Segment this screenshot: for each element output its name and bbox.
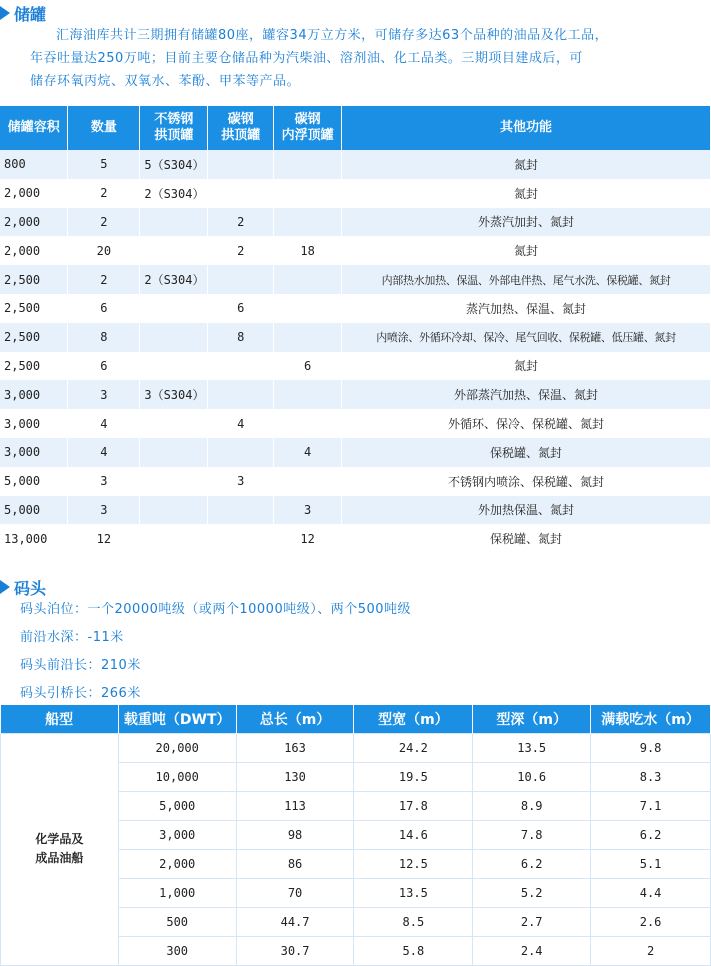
cell-width: 24.2	[354, 733, 473, 762]
ship-type-line2: 成品油船	[35, 851, 84, 866]
table-row	[0, 467, 711, 496]
table-row	[0, 265, 711, 294]
cell-func: 内部热水加热、保温、外部电伴热、尾气水洗、保税罐、氮封	[342, 265, 711, 294]
storage-intro	[30, 24, 700, 93]
cell-func: 保税罐、氮封	[342, 524, 711, 553]
table-row	[0, 294, 711, 323]
header-ss-arch-line2: 拱顶罐	[154, 128, 194, 143]
cell-func: 外部蒸汽加热、保温、氮封	[342, 380, 711, 409]
ship-table-header	[1, 705, 711, 733]
cell-depth: 2.7	[473, 908, 591, 937]
cell-ss	[140, 409, 208, 438]
dock-bridge-length: 码头引桥长：266米	[20, 686, 141, 701]
cell-cs: 6	[208, 294, 274, 323]
cell-ss	[140, 323, 208, 352]
cell-cs	[208, 352, 274, 381]
cell-length: 44.7	[236, 908, 354, 937]
dock-berth: 码头泊位：一个20000吨级（或两个10000吨级）、两个500吨级	[20, 602, 412, 617]
cell-func: 内喷涂、外循环冷却、保冷、尾气回收、保税罐、低压罐、氮封	[342, 323, 711, 352]
cell-cs	[208, 265, 274, 294]
dock-section-heading	[0, 576, 46, 598]
cell-depth: 8.9	[473, 791, 591, 820]
cell-count: 6	[68, 294, 140, 323]
cell-count: 2	[68, 179, 140, 208]
cell-ss: 2（S304）	[140, 265, 208, 294]
cell-float: 18	[274, 236, 342, 265]
cell-draft: 2.6	[591, 908, 711, 937]
cell-float	[274, 294, 342, 323]
cell-ss	[140, 352, 208, 381]
header-ss-arch-line1: 不锈钢	[154, 112, 194, 127]
cell-float: 4	[274, 438, 342, 467]
cell-depth: 5.2	[473, 878, 591, 907]
cell-ss: 5（S304）	[140, 150, 208, 179]
cell-ss	[140, 208, 208, 237]
storage-title: 储罐	[14, 4, 47, 24]
header-depth: 型深（m）	[473, 705, 591, 733]
table-row	[0, 208, 711, 237]
cell-func: 外蒸汽加封、氮封	[342, 208, 711, 237]
cell-cs	[208, 524, 274, 553]
cell-ss: 3（S304）	[140, 380, 208, 409]
dock-front-length: 码头前沿长：210米	[20, 658, 141, 673]
header-ship: 船型	[1, 705, 119, 733]
cell-width: 8.5	[354, 908, 473, 937]
cell-length: 70	[236, 878, 354, 907]
cell-depth: 10.6	[473, 762, 591, 791]
table-row	[0, 179, 711, 208]
cell-float	[274, 150, 342, 179]
cell-dwt: 500	[118, 908, 236, 937]
cell-width: 17.8	[354, 791, 473, 820]
cell-capacity: 5,000	[0, 496, 68, 525]
intro-line-3: 储存环氧丙烷、双氧水、苯酚、甲苯等产品。	[30, 74, 301, 89]
cell-length: 98	[236, 820, 354, 849]
cell-dwt: 10,000	[118, 762, 236, 791]
table-row	[1, 733, 711, 762]
cell-length: 86	[236, 849, 354, 878]
cell-length: 163	[236, 733, 354, 762]
cell-count: 20	[68, 236, 140, 265]
cell-capacity: 2,000	[0, 208, 68, 237]
header-capacity: 储罐容积	[0, 106, 68, 150]
dock-title: 码头	[14, 578, 47, 598]
cell-func: 外加热保温、氮封	[342, 496, 711, 525]
cell-cs	[208, 179, 274, 208]
header-draft: 满载吃水（m）	[591, 705, 711, 733]
dock-depth: 前沿水深：-11米	[20, 630, 124, 645]
cell-count: 2	[68, 208, 140, 237]
cell-capacity: 2,500	[0, 323, 68, 352]
cell-draft: 8.3	[591, 762, 711, 791]
triangle-bullet-icon	[0, 580, 10, 594]
cell-depth: 6.2	[473, 849, 591, 878]
cell-cs: 2	[208, 236, 274, 265]
storage-section-heading	[0, 2, 46, 24]
cell-count: 4	[68, 438, 140, 467]
cell-capacity: 2,500	[0, 352, 68, 381]
triangle-bullet-icon	[0, 6, 10, 20]
cell-dwt: 5,000	[118, 791, 236, 820]
cell-float: 6	[274, 352, 342, 381]
cell-count: 12	[68, 524, 140, 553]
cell-depth: 2.4	[473, 937, 591, 966]
cell-capacity: 3,000	[0, 380, 68, 409]
cell-ss	[140, 294, 208, 323]
cell-draft: 6.2	[591, 820, 711, 849]
cell-float	[274, 409, 342, 438]
cell-width: 19.5	[354, 762, 473, 791]
cell-draft: 7.1	[591, 791, 711, 820]
header-length: 总长（m）	[236, 705, 354, 733]
cell-cs	[208, 380, 274, 409]
cell-dwt: 1,000	[118, 878, 236, 907]
table-row	[0, 380, 711, 409]
ship-table	[0, 705, 711, 966]
cell-func: 氮封	[342, 352, 711, 381]
cell-width: 5.8	[354, 937, 473, 966]
cell-count: 3	[68, 380, 140, 409]
header-cs-float	[274, 106, 342, 150]
cell-func: 氮封	[342, 179, 711, 208]
cell-capacity: 3,000	[0, 438, 68, 467]
table-row	[0, 496, 711, 525]
cell-cs	[208, 438, 274, 467]
cell-width: 12.5	[354, 849, 473, 878]
cell-float	[274, 323, 342, 352]
cell-draft: 5.1	[591, 849, 711, 878]
header-count: 数量	[68, 106, 140, 150]
cell-count: 4	[68, 409, 140, 438]
cell-cs: 8	[208, 323, 274, 352]
cell-func: 外循环、保冷、保税罐、氮封	[342, 409, 711, 438]
cell-depth: 7.8	[473, 820, 591, 849]
cell-length: 30.7	[236, 937, 354, 966]
storage-table-header	[0, 106, 711, 150]
cell-ss	[140, 524, 208, 553]
cell-ss	[140, 467, 208, 496]
cell-capacity: 800	[0, 150, 68, 179]
cell-dwt: 3,000	[118, 820, 236, 849]
cell-float	[274, 265, 342, 294]
cell-cs	[208, 496, 274, 525]
table-row	[0, 438, 711, 467]
table-row	[0, 409, 711, 438]
cell-func: 不锈钢内喷涂、保税罐、氮封	[342, 467, 711, 496]
cell-cs	[208, 150, 274, 179]
cell-func: 保税罐、氮封	[342, 438, 711, 467]
cell-capacity: 13,000	[0, 524, 68, 553]
storage-table	[0, 106, 711, 553]
table-row	[0, 524, 711, 553]
header-dwt: 载重吨（DWT）	[118, 705, 236, 733]
cell-capacity: 2,500	[0, 265, 68, 294]
header-func: 其他功能	[342, 106, 711, 150]
cell-capacity: 5,000	[0, 467, 68, 496]
cell-dwt: 20,000	[118, 733, 236, 762]
cell-cs: 3	[208, 467, 274, 496]
cell-count: 5	[68, 150, 140, 179]
cell-float	[274, 208, 342, 237]
cell-float: 3	[274, 496, 342, 525]
header-cs-arch-line1: 碳钢	[227, 112, 254, 127]
table-row	[0, 352, 711, 381]
cell-capacity: 2,500	[0, 294, 68, 323]
cell-float	[274, 380, 342, 409]
cell-dwt: 2,000	[118, 849, 236, 878]
cell-ship-type	[1, 733, 119, 966]
cell-count: 8	[68, 323, 140, 352]
cell-cs: 4	[208, 409, 274, 438]
header-width: 型宽（m）	[354, 705, 473, 733]
cell-ss	[140, 496, 208, 525]
cell-ss	[140, 438, 208, 467]
cell-capacity: 2,000	[0, 179, 68, 208]
cell-float	[274, 179, 342, 208]
cell-func: 氮封	[342, 150, 711, 179]
header-cs-float-line1: 碳钢	[294, 112, 321, 127]
header-cs-arch	[208, 106, 274, 150]
table-row	[0, 150, 711, 179]
header-ss-arch	[140, 106, 208, 150]
intro-line-2: 年吞吐量达250万吨；目前主要仓储品种为汽柴油、溶剂油、化工品类。三期项目建成后，可	[30, 51, 583, 66]
cell-length: 113	[236, 791, 354, 820]
cell-draft: 9.8	[591, 733, 711, 762]
cell-capacity: 2,000	[0, 236, 68, 265]
cell-float	[274, 467, 342, 496]
cell-cs: 2	[208, 208, 274, 237]
cell-depth: 13.5	[473, 733, 591, 762]
cell-dwt: 300	[118, 937, 236, 966]
table-row	[0, 323, 711, 352]
cell-count: 3	[68, 467, 140, 496]
table-row	[0, 236, 711, 265]
cell-ss	[140, 236, 208, 265]
cell-capacity: 3,000	[0, 409, 68, 438]
cell-count: 6	[68, 352, 140, 381]
cell-length: 130	[236, 762, 354, 791]
header-cs-arch-line2: 拱顶罐	[221, 128, 261, 143]
cell-count: 3	[68, 496, 140, 525]
cell-draft: 2	[591, 937, 711, 966]
ship-type-line1: 化学品及	[35, 832, 84, 847]
cell-count: 2	[68, 265, 140, 294]
cell-ss: 2（S304）	[140, 179, 208, 208]
header-cs-float-line2: 内浮顶罐	[281, 128, 334, 143]
cell-draft: 4.4	[591, 878, 711, 907]
cell-func: 蒸汽加热、保温、氮封	[342, 294, 711, 323]
cell-width: 14.6	[354, 820, 473, 849]
cell-func: 氮封	[342, 236, 711, 265]
cell-width: 13.5	[354, 878, 473, 907]
cell-float: 12	[274, 524, 342, 553]
intro-line-1: 汇海油库共计三期拥有储罐80座，罐容34万立方米，可储存多达63个品种的油品及化工品，	[56, 28, 609, 43]
